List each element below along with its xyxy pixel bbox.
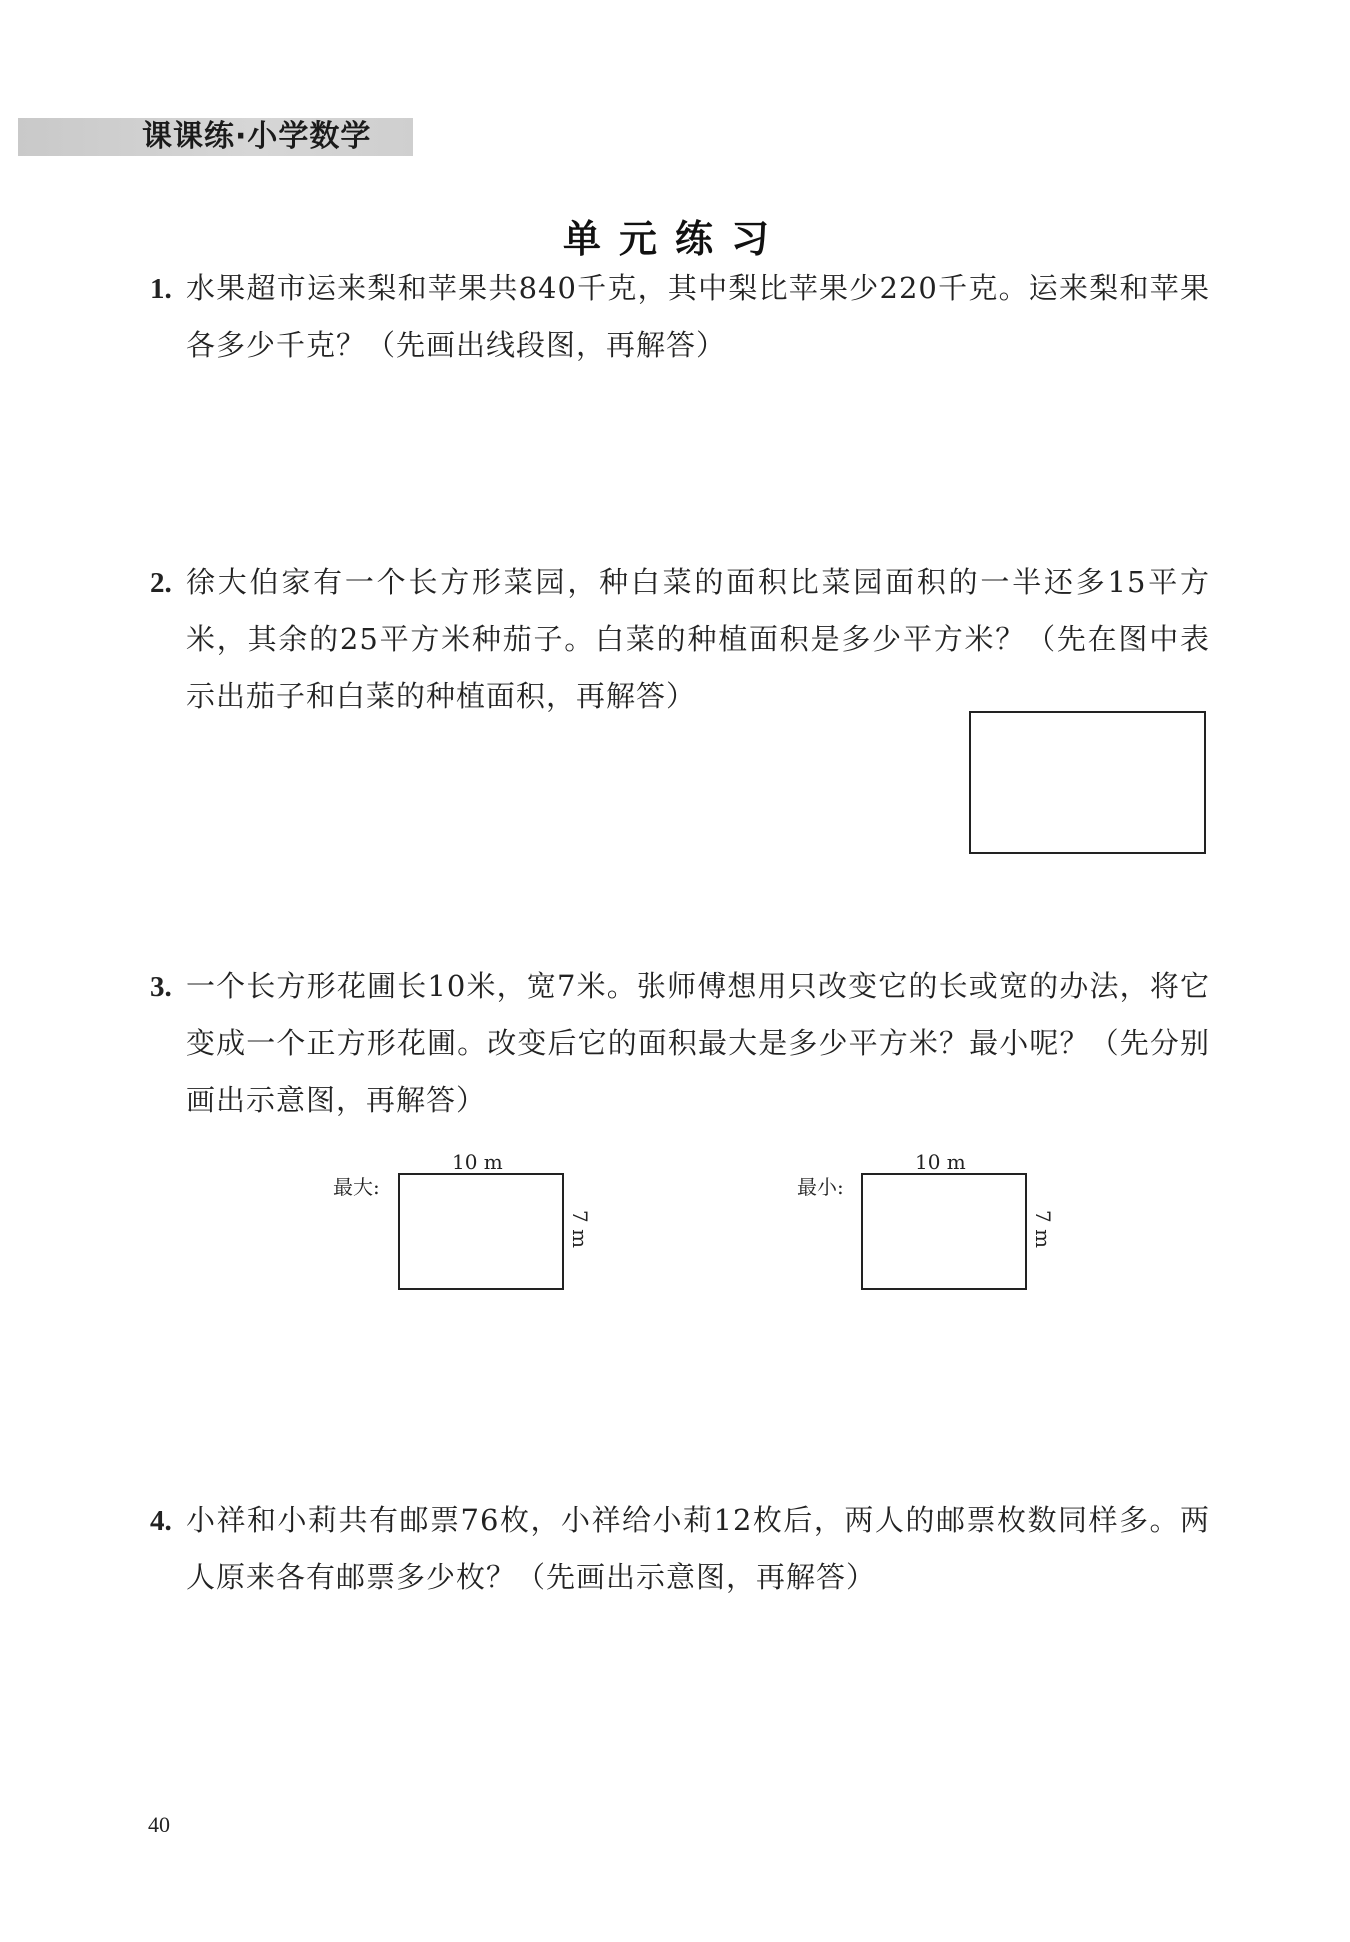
problem-number: 2. — [150, 567, 172, 599]
problem-1 — [150, 260, 1210, 374]
problem-number: 3. — [150, 971, 172, 1003]
max-label: 最大: — [333, 1175, 380, 1199]
min-rectangle — [861, 1173, 1027, 1290]
problem-number: 1. — [150, 273, 172, 305]
max-rectangle — [398, 1173, 564, 1290]
series-title: 课课练·小学数学 — [142, 119, 372, 154]
length-label: 10 m — [915, 1150, 966, 1174]
min-label: 最小: — [797, 1175, 844, 1199]
problem-text: 水果超市运来梨和苹果共840千克，其中梨比苹果少220千克。运来梨和苹果各多少千克？（先画出线段图，再解答） — [186, 271, 1210, 362]
length-label: 10 m — [452, 1150, 503, 1174]
problem-number: 4. — [150, 1505, 172, 1537]
page-number: 40 — [148, 1812, 170, 1837]
garden-rectangle — [969, 711, 1206, 854]
problem-4 — [150, 1492, 1210, 1606]
problem-3 — [150, 958, 1210, 1129]
width-label: 7 m — [1031, 1210, 1055, 1249]
problem-text: 一个长方形花圃长10米，宽7米。张师傅想用只改变它的长或宽的办法，将它变成一个正方形花圃。改变后它的面积最大是多少平方米？最小呢？（先分别画出示意图，再解答） — [186, 969, 1210, 1117]
problem-text: 小祥和小莉共有邮票76枚，小祥给小莉12枚后，两人的邮票枚数同样多。两人原来各有邮票多少枚？（先画出示意图，再解答） — [186, 1503, 1210, 1594]
page-title: 单元练习 — [562, 217, 787, 261]
problem-2 — [150, 554, 1210, 725]
problem-text: 徐大伯家有一个长方形菜园，种白菜的面积比菜园面积的一半还多15平方米，其余的25平方米种茄子。白菜的种植面积是多少平方米？（先在图中表示出茄子和白菜的种植面积，再解答） — [186, 565, 1210, 713]
width-label: 7 m — [568, 1210, 592, 1249]
